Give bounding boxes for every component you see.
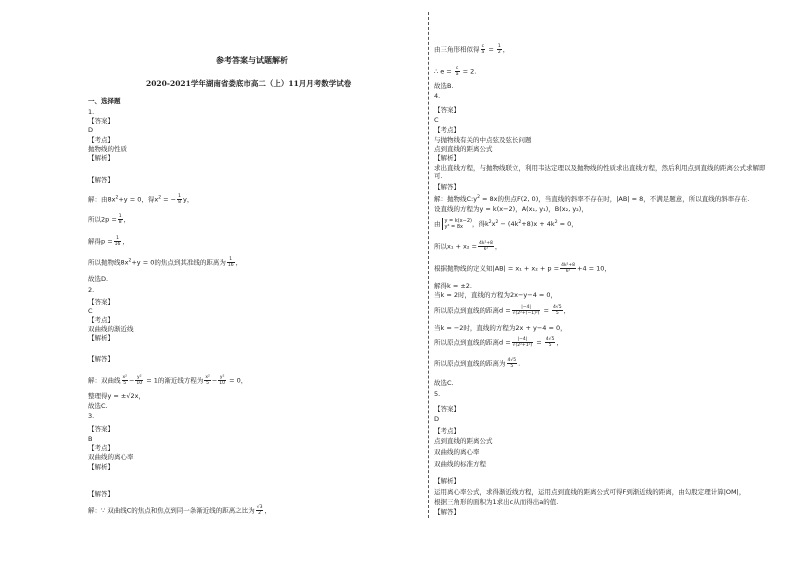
q4-line8: 所以原点到直线的距离d = $\frac{|-4|}{\text{√(2²+(−1)²)}}$ = $\frac{4√5}{5}$ ， [434, 305, 571, 316]
q5-number: 5. [434, 390, 441, 398]
q4-kaodian1: 与抛物线有关的中点弦及弦长问题 [434, 136, 532, 144]
doc-title: 参考答案与试题解析 [216, 55, 288, 65]
q1-answer-label: 【答案】 [88, 117, 114, 125]
column-divider [428, 12, 429, 518]
q2-end: 故选C. [88, 402, 108, 410]
q5-jiexi1: 运用离心率公式，求得渐近线方程，运用点到直线的距离公式可得F到渐近线的距离，由勾股定理计算|OM|， [434, 488, 746, 496]
q4-number: 4. [434, 92, 441, 100]
q1-number: 1. [88, 108, 95, 116]
q2-answer-label: 【答案】 [88, 298, 114, 306]
q2-line2: 整理得y = ±√2x， [88, 392, 145, 400]
q1-end: 故选D. [88, 275, 109, 283]
q4-line1: 解：抛物线$C:y^2 = 8x$的焦点F(2, 0)，当直线的斜率不存在时，|AB| = 8，不满足题意，所以直线的斜率存在. [434, 194, 750, 203]
q4-line11: 所以原点到直线的距离为 $\frac{4√5}{5}$ . [434, 358, 521, 369]
q1-line2: 所以2p = $\frac{1}{8}$ ， [88, 214, 131, 225]
q5-kaodian3: 双曲线的标准方程 [434, 460, 486, 468]
q3-line1: 解：∵ 双曲线C的焦点和焦点到同一条渐近线的距离之比为 $\frac{√3}{2}$ ， [88, 505, 271, 516]
q5-kaodian1: 点到直线的距离公式 [434, 437, 493, 445]
q4-kaodian-label: 【考点】 [434, 126, 460, 134]
q1-kaodian-label: 【考点】 [88, 136, 114, 144]
r-line3: 故选B. [434, 82, 454, 90]
q4-line9: 当k = −2时，直线的方程为2x + y−4 = 0， [434, 324, 567, 332]
q2-line1: 解：双曲线 $\frac{\text{x²}}{5}$ − $\frac{\text{y²}}{10}$ = 1的渐近线方程为 $\frac{\text{x²}}{5}$ − $\frac{\text{y²}}{10}$ = 0， [88, 375, 248, 386]
r-line1: 由三角形相似得 $\frac{c}{a}$ = $\frac{1}{2}$ ， [434, 44, 510, 55]
doc-subtitle: 2020-2021学年湖南省娄底市高二（上）11月月考数学试卷 [146, 79, 352, 88]
q2-jieda-label: 【解答】 [88, 355, 114, 363]
q5-jiexi-label: 【解析】 [434, 477, 460, 485]
q4-line6: 解得k = ±2. [434, 282, 472, 290]
q1-jiexi-label: 【解析】 [88, 154, 114, 162]
q2-jiexi-label: 【解析】 [88, 334, 114, 342]
q3-jieda-label: 【解答】 [88, 490, 114, 498]
q1-jieda-label: 【解答】 [88, 176, 114, 184]
q2-answer: C [88, 307, 93, 315]
q5-kaodian2: 双曲线的离心率 [434, 448, 480, 456]
q5-kaodian-label: 【考点】 [434, 427, 460, 435]
q5-answer: D [434, 415, 440, 423]
q4-jiexi: 求出直线方程，与抛物线联立，利用韦达定理以及抛物线的性质求出直线方程，然后利用点到直线的距离公式求解即可. [434, 164, 766, 180]
q1-line1: 解：由$8x^2+y = 0$，得$x^2$ = − $\frac{1}{8}$ y， [88, 194, 194, 205]
q4-line10: 所以原点到直线的距离d = $\frac{|-4|}{\text{√(2²+1²)}}$ = $\frac{4√5}{5}$ ， [434, 337, 563, 348]
section-heading: 一、选择题 [88, 97, 121, 105]
q1-kaodian: 抛物线的性质 [88, 145, 127, 153]
q2-kaodian-label: 【考点】 [88, 316, 114, 324]
r-line2: ∴ e = $\frac{c}{a}$ = 2. [434, 66, 477, 77]
q5-answer-label: 【答案】 [434, 405, 460, 413]
q3-answer-label: 【答案】 [88, 425, 114, 433]
q1-answer: D [88, 126, 94, 134]
q3-number: 3. [88, 412, 95, 420]
q4-line3: 由 y = k(x−2) y² = 8x ，得$k^2x^2 - (4k^2+8)x + 4k^2 = 0$， [434, 218, 578, 230]
q3-kaodian-label: 【考点】 [88, 444, 114, 452]
q2-kaodian: 双曲线的渐近线 [88, 325, 134, 333]
q1-line3: 解得p = $\frac{1}{16}$ ， [88, 236, 129, 247]
q3-answer: B [88, 435, 93, 443]
q4-jieda-label: 【解答】 [434, 183, 460, 191]
q4-answer: C [434, 116, 439, 124]
q3-kaodian: 双曲线的离心率 [88, 453, 134, 461]
q4-end: 故选C. [434, 379, 454, 387]
q3-jiexi-label: 【解析】 [88, 463, 114, 471]
q4-kaodian2: 点到直线的距离公式 [434, 145, 493, 153]
q4-answer-label: 【答案】 [434, 106, 460, 114]
q4-jiexi-label: 【解析】 [434, 154, 460, 162]
q2-number: 2. [88, 286, 95, 294]
q4-line2: 设直线的方程为y = k(x−2)，A(x₁, y₁)，B(x₂, y₂)， [434, 205, 588, 213]
q5-jiexi2: 根据三角形的面积为1求出c从而得出a的值. [434, 498, 559, 506]
q4-line7: 当k = 2时，直线的方程为2x−y−4 = 0， [434, 291, 558, 299]
q4-line5: 根据抛物线的定义知|AB| = x₁ + x₂ + p = $\frac{\text{4k²+8}}{\text{k²}}$ +4 = 10， [434, 263, 611, 274]
q5-jieda-label: 【解答】 [434, 508, 460, 516]
q4-line4: 所以x₁ + x₂ = $\frac{\text{4k²+8}}{\text{k²}}$ ， [434, 241, 502, 252]
q1-line4: 所以抛物线$8x^2+y = 0$的焦点到其准线的距离为 $\frac{1}{16}$ ， [88, 257, 243, 268]
